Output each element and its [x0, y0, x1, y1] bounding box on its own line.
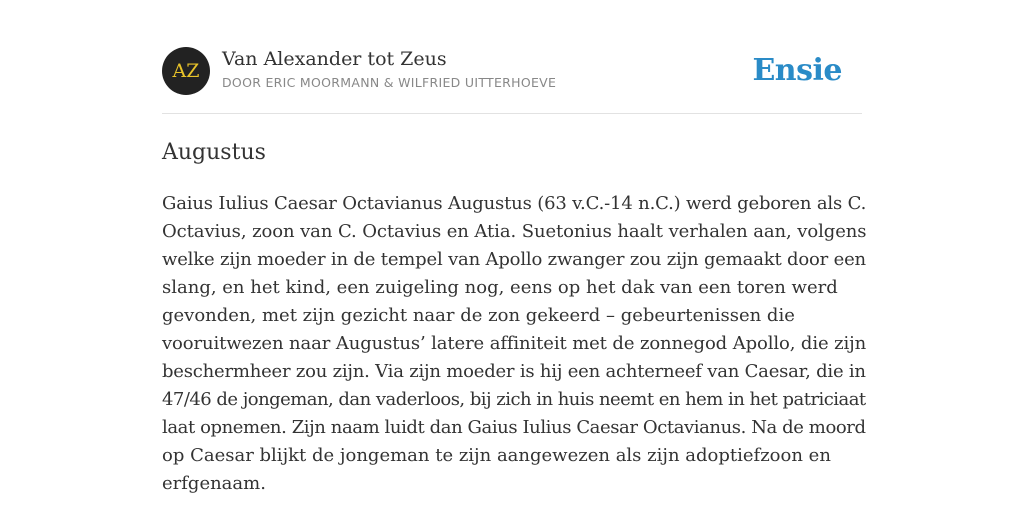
body-line: welke zijn moeder in de tempel van Apollo zwanger zou zijn gemaakt door een [162, 249, 866, 270]
entry-body [162, 190, 866, 498]
body-line: op Caesar blijkt de jongeman te zijn aangewezen als zijn adoptiefzoon en [162, 445, 831, 466]
header-divider [162, 113, 862, 114]
body-line: beschermheer zou zijn. Via zijn moeder is hij een achterneef van Caesar, die in [162, 361, 866, 382]
body-line: gevonden, met zijn gezicht naar de zon gekeerd – gebeurtenissen die [162, 305, 795, 326]
body-line: vooruitwezen naar Augustus’ latere affiniteit met de zonnegod Apollo, die zijn [162, 333, 867, 354]
body-line: erfgenaam. [162, 473, 266, 494]
body-line: 47/46 de jongeman, dan vaderloos, bij zich in huis neemt en hem in het patriciaat [162, 389, 866, 410]
entry-title: Augustus [162, 140, 266, 165]
book-title[interactable]: Van Alexander tot Zeus [222, 48, 447, 70]
body-line: laat opnemen. Zijn naam luidt dan Gaius Iulius Caesar Octavianus. Na de moord [162, 417, 866, 438]
body-line: Gaius Iulius Caesar Octavianus Augustus (63 v.C.-14 n.C.) werd geboren als C. [162, 193, 867, 214]
book-avatar[interactable]: AZ [162, 47, 210, 95]
body-line: slang, en het kind, een zuigeling nog, eens op het dak van een toren werd [162, 277, 838, 298]
body-line: Octavius, zoon van C. Octavius en Atia. Suetonius haalt verhalen aan, volgens [162, 221, 867, 242]
brand-logo[interactable]: Ensie [752, 53, 842, 88]
book-authors: DOOR ERIC MOORMANN & WILFRIED UITTERHOEVE [222, 75, 557, 90]
page-header [162, 47, 862, 95]
